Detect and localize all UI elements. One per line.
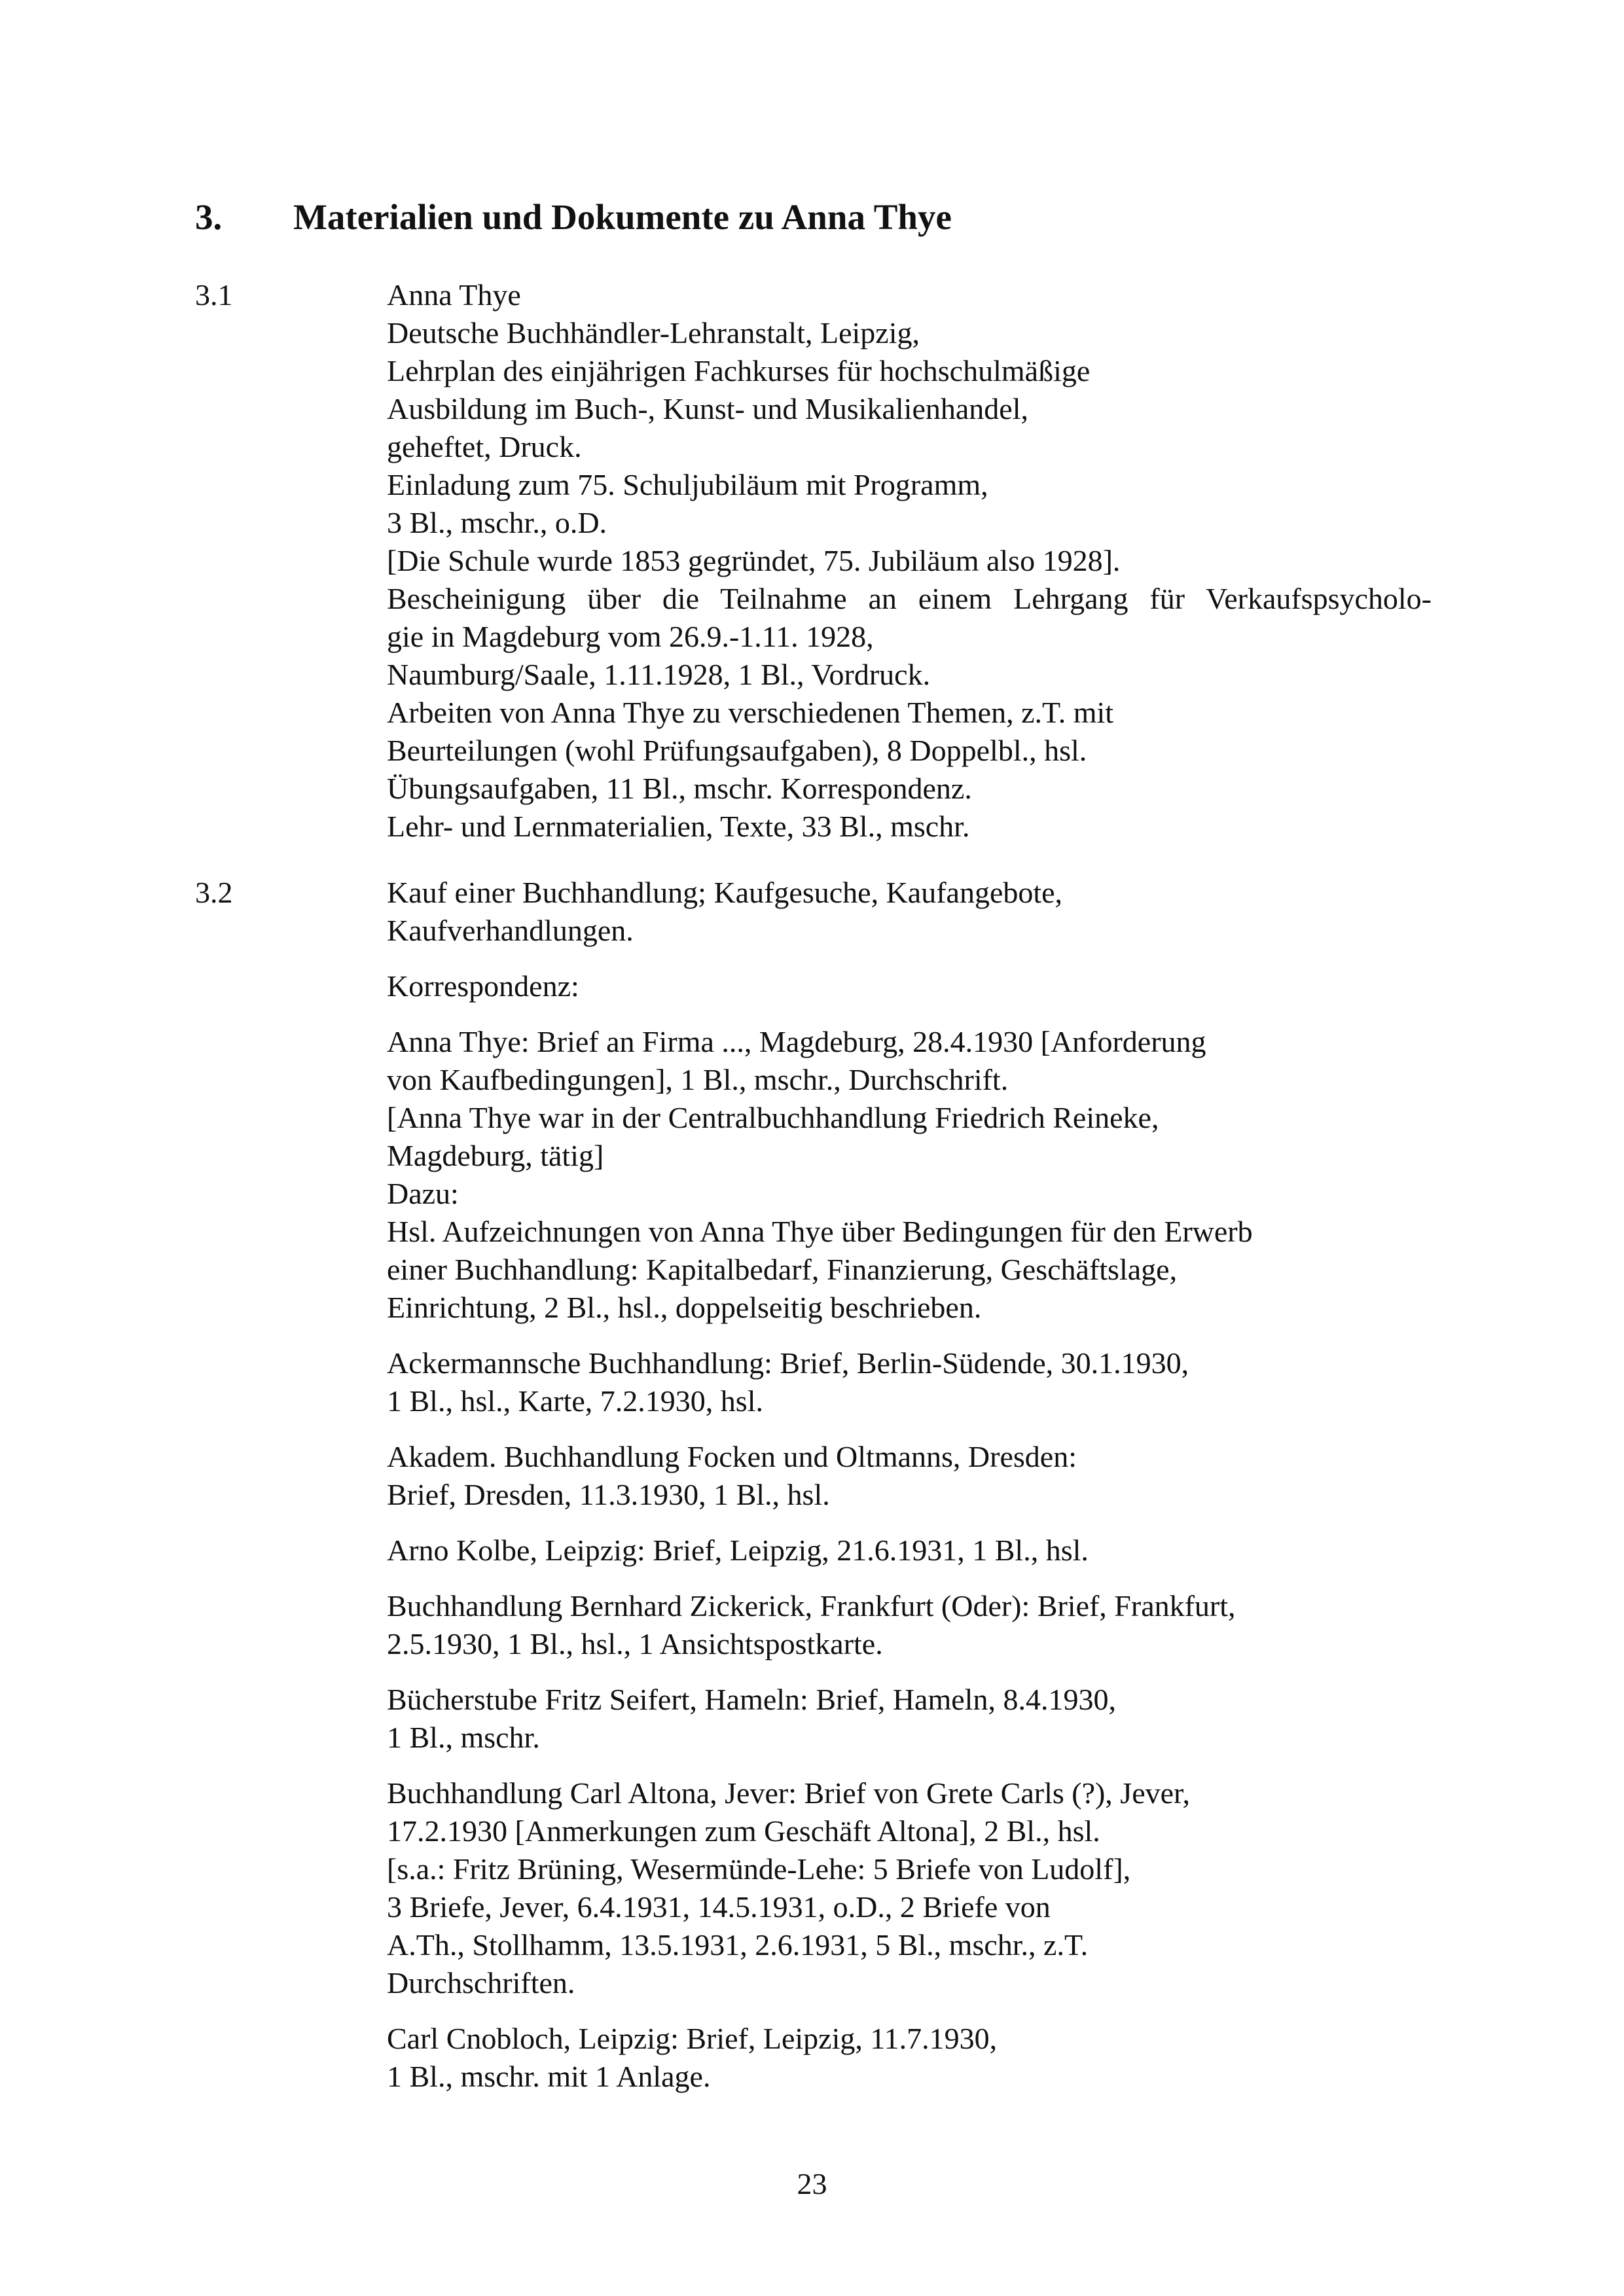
text-line: Anna Thye <box>387 278 521 312</box>
text-line: Durchschriften. <box>387 1966 575 2000</box>
chapter-number: 3. <box>195 197 223 237</box>
entry-correspondence-label <box>387 967 1434 1005</box>
section-body <box>387 276 1434 846</box>
section-number: 3.1 <box>195 278 233 312</box>
text-line: Arbeiten von Anna Thye zu verschiedenen Themen, z.T. mit <box>387 696 1114 729</box>
text-line: Magdeburg, tätig] <box>387 1139 604 1172</box>
text-line: von Kaufbedingungen], 1 Bl., mschr., Durchschrift. <box>387 1063 1009 1096</box>
chapter-heading <box>195 191 1439 243</box>
text-line: Kaufverhandlungen. <box>387 914 634 947</box>
text-line: Lehrplan des einjährigen Fachkurses für hochschulmäßige <box>387 354 1091 387</box>
text-line: 2.5.1930, 1 Bl., hsl., 1 Ansichtspostkarte. <box>387 1627 883 1660</box>
text-line: gie in Magdeburg vom 26.9.-1.11. 1928, <box>387 620 874 653</box>
text-line: Übungsaufgaben, 11 Bl., mschr. Korrespondenz. <box>387 772 972 805</box>
text-line: Arno Kolbe, Leipzig: Brief, Leipzig, 21.6.1931, 1 Bl., hsl. <box>387 1534 1089 1567</box>
chapter-title: Materialien und Dokumente zu Anna Thye <box>293 197 952 237</box>
text-line: Korrespondenz: <box>387 969 579 1003</box>
text-line: Einladung zum 75. Schuljubiläum mit Programm, <box>387 468 988 501</box>
section-number: 3.2 <box>195 876 233 909</box>
entry-item <box>387 1681 1434 1757</box>
text-line: [s.a.: Fritz Brüning, Wesermünde-Lehe: 5 Briefe von Ludolf], <box>387 1852 1131 1886</box>
text-line: 1 Bl., hsl., Karte, 7.2.1930, hsl. <box>387 1384 763 1418</box>
text-line: Dazu: <box>387 1177 459 1210</box>
text-line: Carl Cnobloch, Leipzig: Brief, Leipzig, 11.7.1930, <box>387 2022 998 2055</box>
text-line: Akadem. Buchhandlung Focken und Oltmanns, Dresden: <box>387 1440 1077 1473</box>
text-line: Deutsche Buchhändler-Lehranstalt, Leipzig, <box>387 316 920 350</box>
text-line: 3 Briefe, Jever, 6.4.1931, 14.5.1931, o.D., 2 Briefe von <box>387 1890 1051 1924</box>
text-line: Naumburg/Saale, 1.11.1928, 1 Bl., Vordruck. <box>387 658 931 691</box>
section-body <box>387 874 1434 2113</box>
text-line: Beurteilungen (wohl Prüfungsaufgaben), 8 Doppelbl., hsl. <box>387 734 1087 767</box>
text-line: Einrichtung, 2 Bl., hsl., doppelseitig beschrieben. <box>387 1291 982 1324</box>
text-line: A.Th., Stollhamm, 13.5.1931, 2.6.1931, 5 Bl., mschr., z.T. <box>387 1928 1089 1962</box>
text-line: 1 Bl., mschr. mit 1 Anlage. <box>387 2060 711 2093</box>
entry-item <box>387 2020 1434 2096</box>
text-line: [Die Schule wurde 1853 gegründet, 75. Jubiläum also 1928]. <box>387 544 1121 577</box>
text-line: [Anna Thye war in der Centralbuchhandlung Friedrich Reineke, <box>387 1101 1159 1134</box>
text-line: 1 Bl., mschr. <box>387 1721 540 1754</box>
text-line: geheftet, Druck. <box>387 430 582 463</box>
page-number: 23 <box>797 2167 827 2200</box>
entry-item <box>387 1587 1434 1663</box>
text-line: einer Buchhandlung: Kapitalbedarf, Finanzierung, Geschäftslage, <box>387 1253 1178 1286</box>
text-line: Buchhandlung Bernhard Zickerick, Frankfurt (Oder): Brief, Frankfurt, <box>387 1589 1236 1623</box>
text-line: Ackermannsche Buchhandlung: Brief, Berlin-Südende, 30.1.1930, <box>387 1346 1189 1380</box>
text-line: Hsl. Aufzeichnungen von Anna Thye über Bedingungen für den Erwerb <box>387 1215 1253 1248</box>
entry-item <box>387 1774 1434 2002</box>
entry-item <box>387 1438 1434 1514</box>
text-line: Buchhandlung Carl Altona, Jever: Brief von Grete Carls (?), Jever, <box>387 1776 1191 1810</box>
entry-item <box>387 1532 1434 1570</box>
text-line: Ausbildung im Buch-, Kunst- und Musikalienhandel, <box>387 392 1028 425</box>
text-line: Brief, Dresden, 11.3.1930, 1 Bl., hsl. <box>387 1478 830 1511</box>
text-line: 17.2.1930 [Anmerkungen zum Geschäft Altona], 2 Bl., hsl. <box>387 1814 1100 1848</box>
text-line: 3 Bl., mschr., o.D. <box>387 506 607 539</box>
text-line: Anna Thye: Brief an Firma ..., Magdeburg, 28.4.1930 [Anforderung <box>387 1025 1206 1058</box>
text-line: Kauf einer Buchhandlung; Kaufgesuche, Kaufangebote, <box>387 876 1063 909</box>
entry-item <box>387 1344 1434 1420</box>
entry-item <box>387 1023 1434 1327</box>
text-line: Bescheinigung über die Teilnahme an einem Lehrgang für Verkaufspsycholo- <box>387 582 1432 615</box>
text-line: Lehr- und Lernmaterialien, Texte, 33 Bl., mschr. <box>387 810 970 843</box>
entry-intro <box>387 874 1434 950</box>
text-line: Bücherstube Fritz Seifert, Hameln: Brief, Hameln, 8.4.1930, <box>387 1683 1116 1716</box>
